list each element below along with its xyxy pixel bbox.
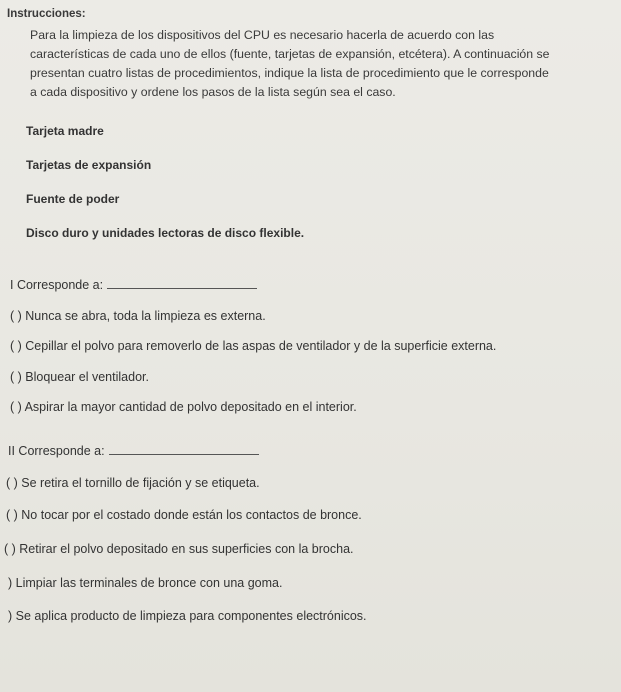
- section-1-item: ( ) Cepillar el polvo para removerlo de las aspas de ventilador y de la superficie externa.: [10, 339, 497, 353]
- instructions-line: presentan cuatro listas de procedimientos, indique la lista de procedimiento que le corresponde: [30, 66, 549, 80]
- section-2-item: ( ) Retirar el polvo depositado en sus superficies con la brocha.: [4, 542, 354, 556]
- section-2-item: ( ) No tocar por el costado donde están los contactos de bronce.: [6, 508, 362, 522]
- instructions-line: Para la limpieza de los dispositivos del CPU es necesario hacerla de acuerdo con las: [30, 28, 495, 42]
- section-2-item: ) Se aplica producto de limpieza para componentes electrónicos.: [8, 609, 367, 623]
- device-power-supply: Fuente de poder: [26, 192, 120, 206]
- section-2-label-text: II Corresponde a:: [8, 444, 105, 458]
- section-1-item: ( ) Aspirar la mayor cantidad de polvo depositado en el interior.: [10, 400, 357, 414]
- section-1-label: [10, 278, 257, 292]
- device-expansion-cards: Tarjetas de expansión: [26, 158, 152, 172]
- section-2-answer-blank[interactable]: [109, 454, 259, 455]
- section-2-label: [8, 444, 259, 458]
- instructions-heading: Instrucciones:: [7, 8, 86, 20]
- section-1-item: ( ) Nunca se abra, toda la limpieza es externa.: [10, 309, 266, 323]
- instructions-paragraph: [30, 26, 608, 102]
- device-motherboard: Tarjeta madre: [26, 124, 104, 138]
- section-1-item: ( ) Bloquear el ventilador.: [10, 370, 149, 384]
- section-2-item: ( ) Se retira el tornillo de fijación y se etiqueta.: [6, 476, 260, 490]
- instructions-line: características de cada uno de ellos (fuente, tarjetas de expansión, etcétera). A continuación se: [30, 47, 550, 61]
- device-disk-drives: Disco duro y unidades lectoras de disco flexible.: [26, 226, 305, 240]
- section-1-label-text: I Corresponde a:: [10, 278, 104, 292]
- section-2-item: ) Limpiar las terminales de bronce con una goma.: [8, 576, 283, 590]
- section-1-answer-blank[interactable]: [107, 288, 257, 289]
- instructions-line: a cada dispositivo y ordene los pasos de la lista según sea el caso.: [30, 85, 396, 99]
